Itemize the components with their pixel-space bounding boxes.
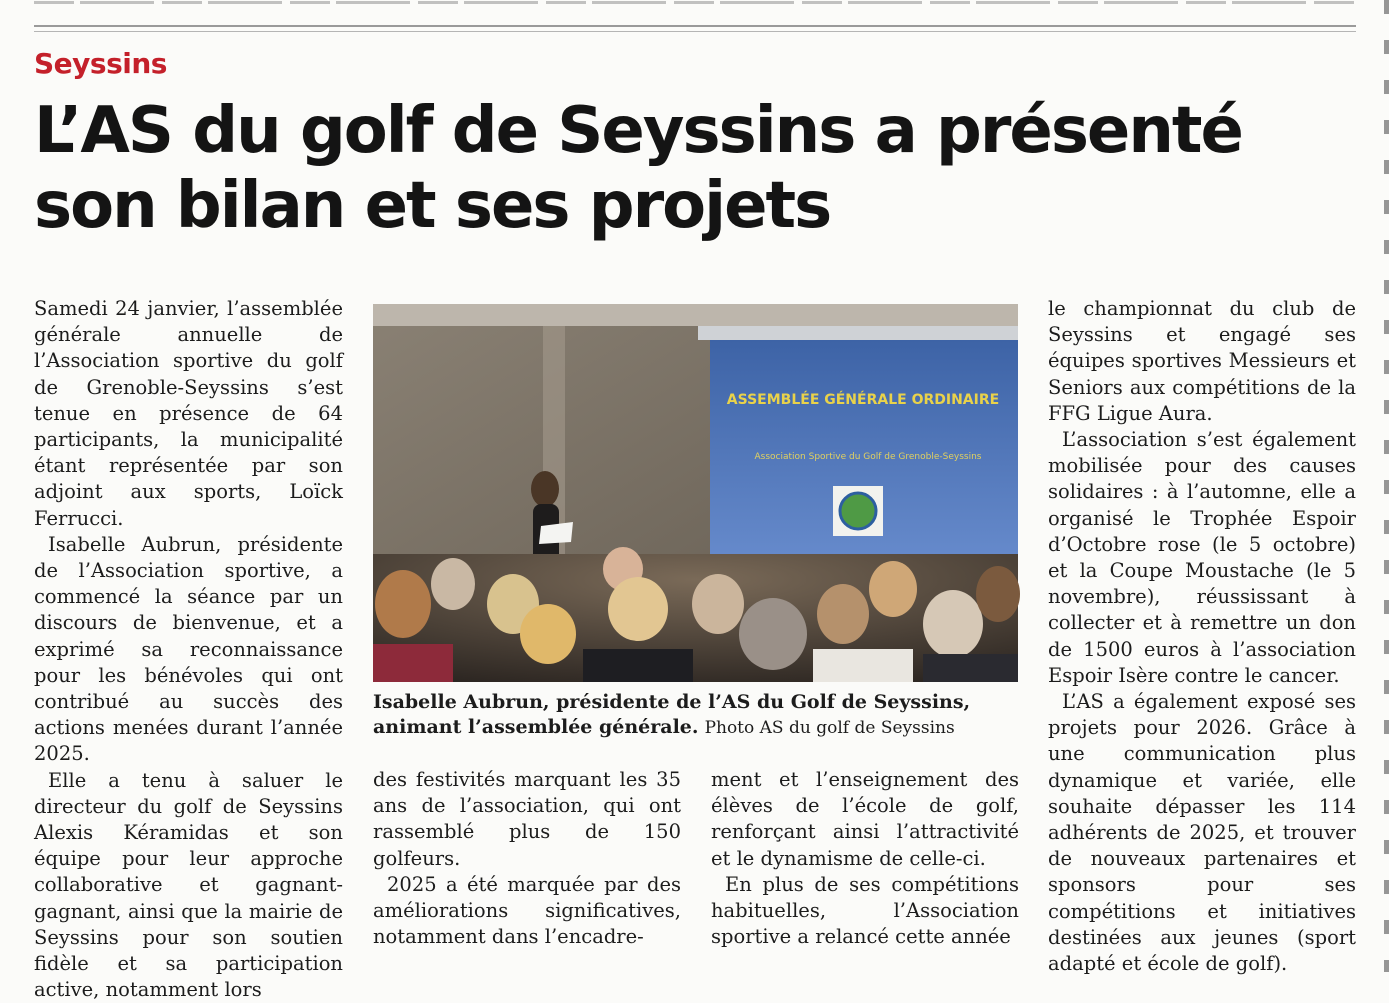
article-photo — [373, 304, 1018, 682]
paragraph: le championnat du club de Seyssins et engagé ses équipes sportives Messieurs et Seniors aux compétitions de la FFG Ligue Aura. — [1048, 297, 1356, 425]
slide-title: ASSEMBLÉE GÉNÉRALE ORDINAIRE — [726, 392, 1000, 408]
slide-subtitle: Association Sportive du Golf de Grenoble-Seyssins — [754, 452, 982, 462]
adjacent-page-edge — [1384, 0, 1389, 972]
paragraph: En plus de ses compétitions habituelles, l’Association sportive a relancé cette année — [711, 872, 1019, 949]
article-column-2 — [373, 767, 681, 948]
paragraph: Isabelle Aubrun, présidente de l’Association sportive, a commencé la séance par un discours de bienvenue, et a exprimé sa reconnaissance pour les bénévoles qui ont contribué au succès des actions menées durant l’année 2025. — [34, 532, 343, 766]
article-column-4 — [1048, 296, 1356, 976]
paragraph: L’association s’est également mobilisée pour des causes solidaires : à l’automne, elle a organisé le Trophée Espoir d’Octobre rose (le 5 octobre) et la Coupe Moustache (le 5 novembre), réussissant à collecter et à remettre un don de 1500 euros à l’association Espoir Isère contre le cancer. — [1048, 428, 1356, 687]
divider-rule — [34, 25, 1356, 27]
headline: L’AS du golf de Seyssins a présenté son bilan et ses projets — [34, 94, 1242, 243]
paragraph: L’AS a également exposé ses projets pour 2026. Grâce à une communication plus dynamique et variée, elle souhaite dépasser les 114 adhérents de 2025, et trouver de nouveaux partenaires et sponsors pour ses compétitions et initiatives destinées aux jeunes (sport adapté et école de golf). — [1048, 690, 1356, 976]
paragraph: Elle a tenu à saluer le directeur du golf de Seyssins Alexis Kéramidas et son équipe pour leur approche collaborative et gagnant-gagnant, ainsi que la mairie de Seyssins pour son soutien fidèle et sa participation active, notamment lors — [34, 768, 343, 1002]
paragraph: 2025 a été marquée par des améliorations significatives, notamment dans l’encadre- — [373, 872, 681, 949]
divider-rule-thin — [34, 31, 1356, 32]
photo-caption — [373, 690, 1018, 741]
paragraph: des festivités marquant les 35 ans de l’association, qui ont rassemblé plus de 150 golfeurs. — [373, 768, 681, 870]
article-column-3 — [711, 767, 1019, 948]
golf-club-logo — [840, 493, 876, 529]
paragraph: ment et l’enseignement des élèves de l’école de golf, renforçant ainsi l’attractivité et le dynamisme de celle-ci. — [711, 768, 1019, 870]
caption-text: Isabelle Aubrun, présidente de l’AS du Golf de Seyssins, animant l’assemblée générale. — [373, 691, 971, 738]
article-column-1 — [34, 296, 343, 1002]
photo-credit: Photo AS du golf de Seyssins — [704, 718, 955, 738]
section-kicker: Seyssins — [34, 47, 167, 80]
previous-article-remnant — [34, 0, 1356, 8]
paragraph: Samedi 24 janvier, l’assemblée générale annuelle de l’Association sportive du golf de Grenoble-Seyssins s’est tenue en présence de 64 participants, la municipalité étant représentée par son adjoint aux sports, Loïck Ferrucci. — [34, 297, 343, 530]
